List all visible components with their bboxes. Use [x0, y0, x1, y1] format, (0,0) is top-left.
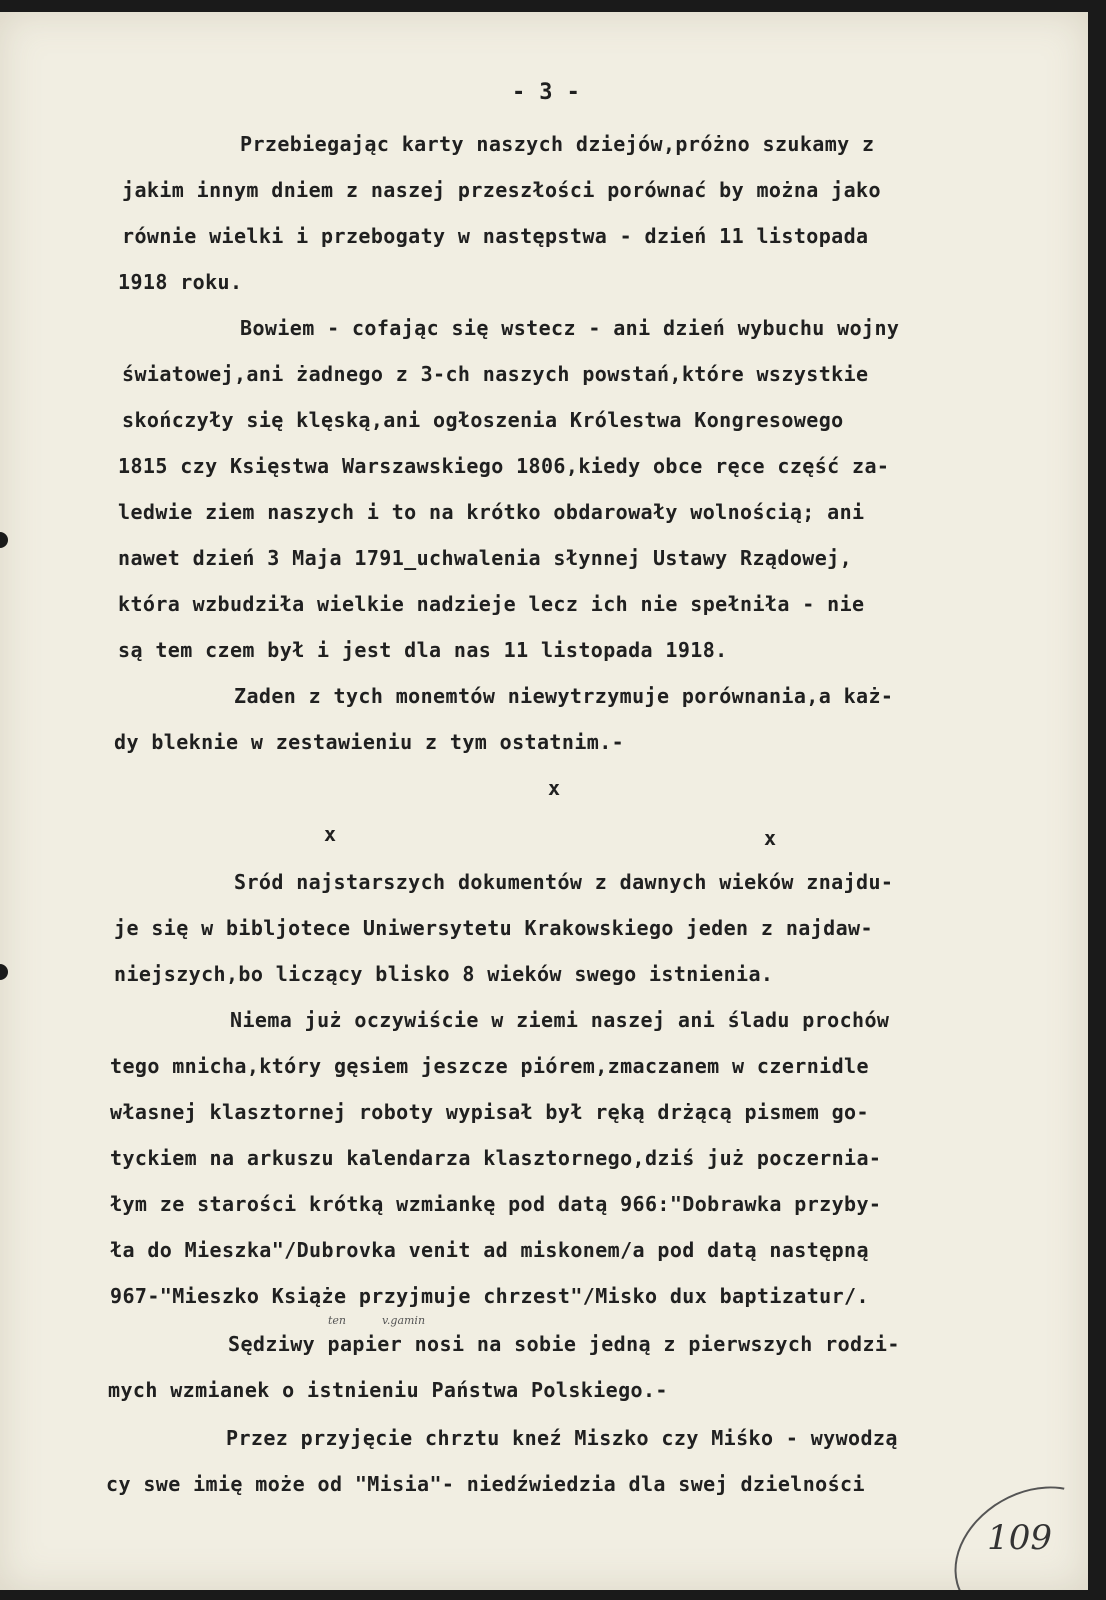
text-line-17: niejszych,bo liczący blisko 8 wieków swego istnienia.	[114, 962, 774, 986]
folio-number: 109	[987, 1518, 1052, 1558]
text-line-25: Sędziwy papier nosi na sobie jedną z pierwszych rodzi-	[228, 1332, 900, 1356]
text-line-1: Przebiegając karty naszych dziejów,próżno szukamy z	[240, 132, 875, 156]
text-line-23: ła do Mieszka"/Dubrovka venit ad miskonem/a pod datą następną	[110, 1238, 869, 1262]
text-line-18: Niema już oczywiście w ziemi naszej ani śladu prochów	[230, 1008, 890, 1032]
page-number: - 3 -	[512, 80, 581, 105]
text-line-26: mych wzmianek o istnieniu Państwa Polskiego.-	[108, 1378, 668, 1402]
document-page	[0, 12, 1088, 1590]
text-line-11: która wzbudziła wielkie nadzieje lecz ich nie spełniła - nie	[118, 592, 865, 616]
text-line-7: skończyły się klęską,ani ogłoszenia Królestwa Kongresowego	[122, 408, 844, 432]
text-line-3: równie wielki i przebogaty w następstwa - dzień 11 listopada	[122, 224, 869, 248]
punch-hole-top	[0, 532, 8, 548]
text-line-2: jakim innym dniem z naszej przeszłości porównać by można jako	[122, 178, 881, 202]
section-mark-center: x	[548, 776, 561, 800]
handwritten-annotation-right: v.gamin	[382, 1314, 426, 1327]
text-line-4: 1918 roku.	[118, 270, 243, 294]
text-line-28: cy swe imię może od "Misia"- niedźwiedzia dla swej dzielności	[106, 1472, 865, 1496]
text-line-10: nawet dzień 3 Maja 1791_uchwalenia słynnej Ustawy Rządowej,	[118, 546, 853, 570]
text-line-12: są tem czem był i jest dla nas 11 listopada 1918.	[118, 638, 728, 662]
text-line-21: tyckiem na arkuszu kalendarza klasztornego,dziś już poczernia-	[110, 1146, 882, 1170]
text-line-16: je się w bibljotece Uniwersytetu Krakowskiego jeden z najdaw-	[114, 916, 873, 940]
text-line-8: 1815 czy Księstwa Warszawskiego 1806,kiedy obce ręce część za-	[118, 454, 890, 478]
text-line-27: Przez przyjęcie chrztu kneź Miszko czy Miśko - wywodzą	[226, 1426, 898, 1450]
text-line-13: Zaden z tych monemtów niewytrzymuje porównania,a każ-	[234, 684, 894, 708]
handwritten-annotation-left: ten	[328, 1314, 347, 1327]
text-line-22: łym ze starości krótką wzmiankę pod datą 966:"Dobrawka przyby-	[110, 1192, 882, 1216]
punch-hole-bottom	[0, 964, 8, 980]
text-line-14: dy bleknie w zestawieniu z tym ostatnim.-	[114, 730, 625, 754]
text-line-9: ledwie ziem naszych i to na krótko obdarowały wolnością; ani	[118, 500, 865, 524]
text-line-5: Bowiem - cofając się wstecz - ani dzień wybuchu wojny	[240, 316, 900, 340]
section-mark-right: x	[764, 826, 777, 850]
text-line-20: własnej klasztornej roboty wypisał był ręką drżącą pismem go-	[110, 1100, 869, 1124]
text-line-19: tego mnicha,który gęsiem jeszcze piórem,zmaczanem w czernidle	[110, 1054, 869, 1078]
section-mark-left: x	[324, 822, 337, 846]
text-line-24: 967-"Mieszko Książe przyjmuje chrzest"/Misko dux baptizatur/.	[110, 1284, 869, 1308]
text-line-15: Sród najstarszych dokumentów z dawnych wieków znajdu-	[234, 870, 894, 894]
text-line-6: światowej,ani żadnego z 3-ch naszych powstań,które wszystkie	[122, 362, 869, 386]
